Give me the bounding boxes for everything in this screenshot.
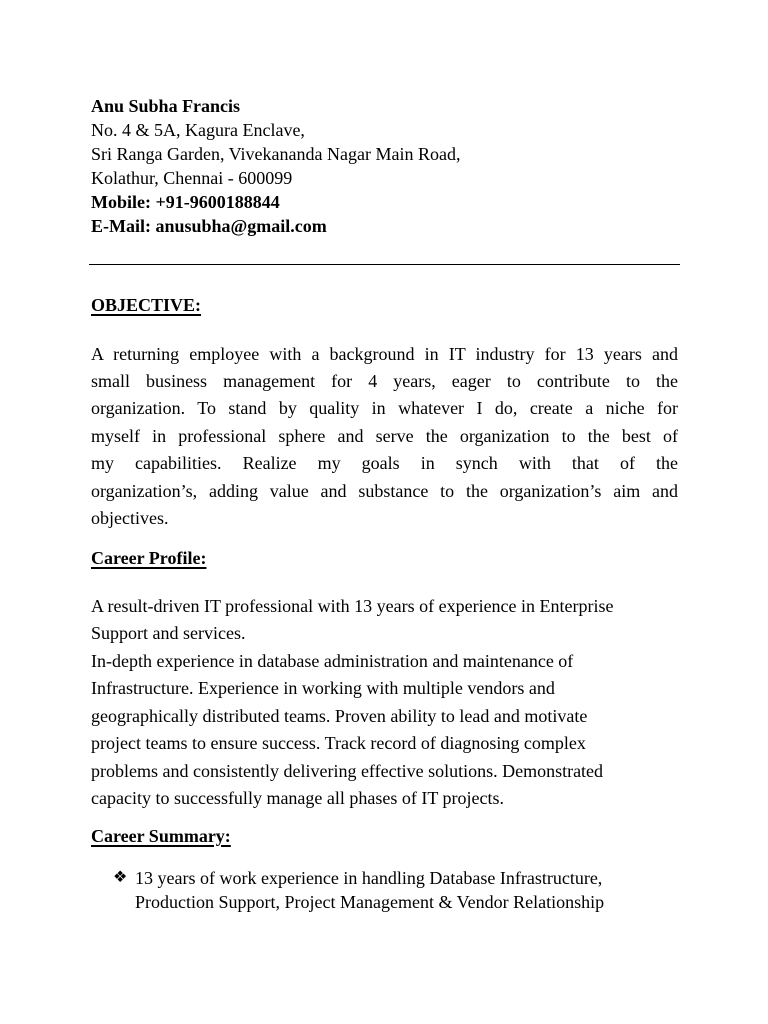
objective-line: organization. To stand by quality in whatever I do, create a niche for [91,398,678,418]
objective-line: A returning employee with a background in IT industry for 13 years and [91,344,678,364]
career-summary-bullet-line: 13 years of work experience in handling Database Infrastructure, [135,868,603,888]
career-profile-line: problems and consistently delivering effective solutions. Demonstrated [91,761,604,781]
address-line-2: Sri Ranga Garden, Vivekananda Nagar Main Road, [91,144,461,164]
objective-line: organization’s, adding value and substance to the organization’s aim and [91,481,678,501]
objective-line: my capabilities. Realize my goals in synch with that of the [91,453,678,473]
career-summary-heading: Career Summary: [91,826,231,846]
career-profile-line: A result-driven IT professional with 13 years of experience in Enterprise [91,596,614,616]
mobile-number: Mobile: +91-9600188844 [91,192,280,212]
diamond-bullet-icon: ❖ [113,869,128,886]
career-profile-line: In-depth experience in database administration and maintenance of [91,651,574,671]
career-summary-bullet-line: Production Support, Project Management & Vendor Relationship [135,892,605,912]
career-profile-heading: Career Profile: [91,548,207,568]
candidate-name: Anu Subha Francis [91,96,241,116]
email-address: E-Mail: anusubha@gmail.com [91,216,327,236]
address-line-1: No. 4 & 5A, Kagura Enclave, [91,120,305,140]
objective-heading: OBJECTIVE: [91,295,202,315]
objective-line: myself in professional sphere and serve the organization to the best of [91,426,678,446]
objective-line: small business management for 4 years, eager to contribute to the [91,371,678,391]
career-profile-line: Infrastructure. Experience in working with multiple vendors and [91,678,555,698]
career-profile-line: project teams to ensure success. Track record of diagnosing complex [91,733,586,753]
address-line-3: Kolathur, Chennai - 600099 [91,168,293,188]
career-profile-line: geographically distributed teams. Proven ability to lead and motivate [91,706,588,726]
header-divider [89,264,680,265]
career-profile-line: capacity to successfully manage all phases of IT projects. [91,788,505,808]
career-profile-line: Support and services. [91,623,246,643]
contact-header [91,94,460,238]
objective-line: objectives. [91,508,169,528]
